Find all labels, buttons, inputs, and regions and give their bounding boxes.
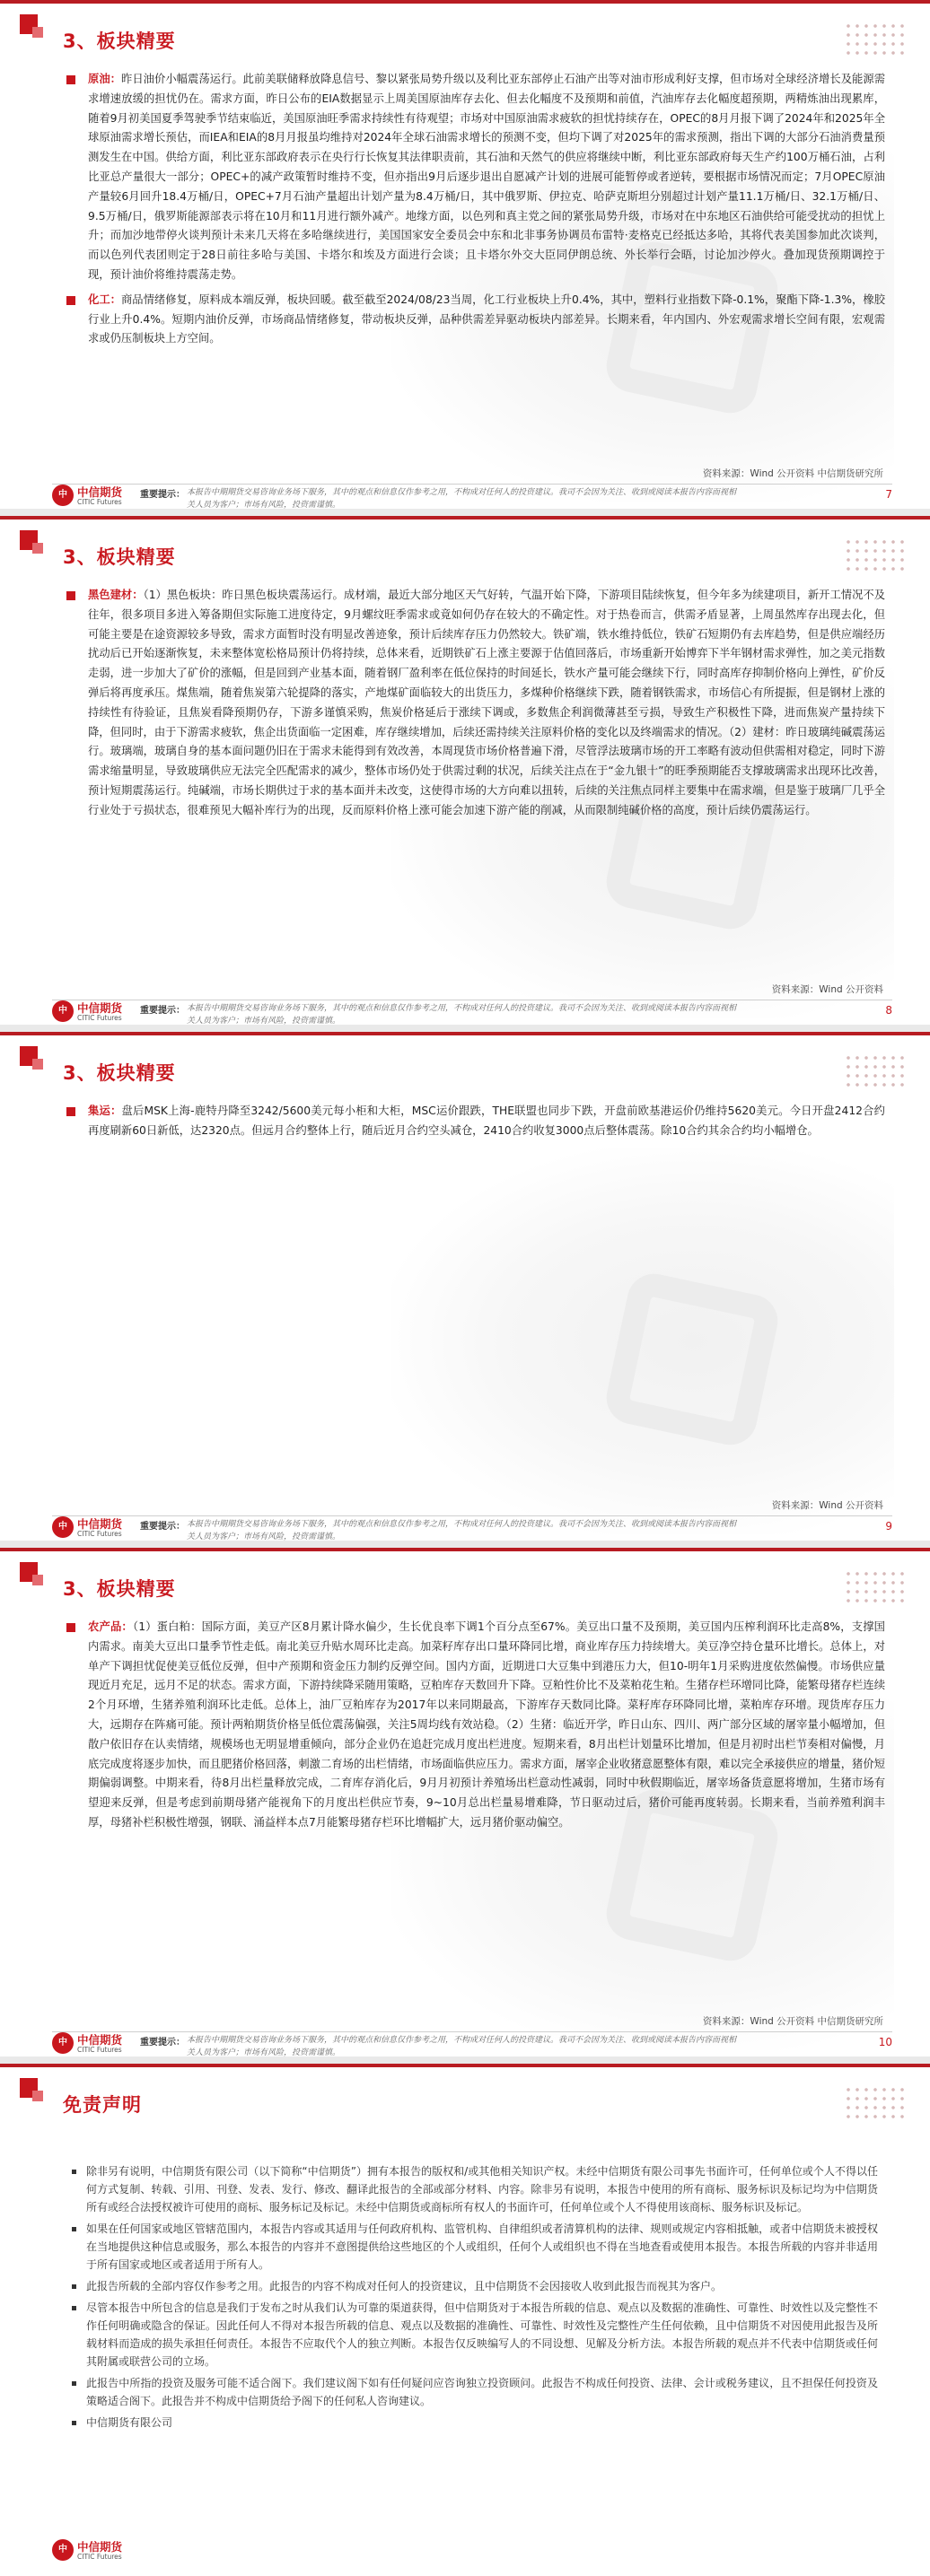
top-accent-bar [0,1032,930,1035]
slide-footer [52,1001,892,1025]
disclaimer-item: 除非另有说明，中信期货有限公司（以下简称“中信期货”）拥有本报告的版权和/或其他相关知识产权。未经中信期货有限公司事先书面许可，任何单位或个人不得以任何方式复制、转载、引用、刊登、发表、发行、修改、翻译此报告的全部或部分材料、内容。除非另有说明，本报告中使用的所有商标、服务标识及标记均为中信期货所有或经合法授权被许可使用的商标、服务标记及标记。未经中信期货或商标所有权人的书面许可，任何单位或个人不得使用该商标、服务标识及标记。 [72,2162,878,2216]
footer-divider [52,1515,892,1516]
paragraph-text: 商品情绪修复，原料成本端反弹，板块回暖。截至截至2024/08/23当周，化工行业板块上升0.4%，其中，塑料行业指数下降-0.1%，聚酯下降-1.3%，橡胶行业上升0.4%。短期内油价反弹，市场商品情绪修复，带动板块反弹，品种供需差异驱动板块内部差异。长期来看，年内国内、外宏观需求增长空间有限，宏观需求或仍压制板块上方空间。 [88,293,885,345]
citic-futures-logo: 中 中信期货 CITIC Futures [52,483,124,509]
data-source-note: 资料来源：Wind 公开资料 [771,984,883,995]
bullet-square-icon [66,591,75,600]
section-marker [20,1046,38,1066]
section-marker [20,2078,38,2098]
important-notice-label: 重要提示： [140,1006,185,1016]
page-number: 9 [885,1520,892,1533]
top-accent-bar [0,2064,930,2067]
disclaimer-item: 如果在任何国家或地区管辖范围内，本报告内容或其适用与任何政府机构、监管机构、自律组织或者清算机构的法律、规则或规定内容相抵触，或者中信期货未被授权在当地提供这种信息或服务，那么本报告的内容并不意图提供给这些地区的个人或组织，任何个人或组织也不得在当地查看或使用本报告。本报告所载的内容并非适用于所有国家或地区或者适用于所有人。 [72,2220,878,2274]
data-source-note: 资料来源：Wind 公开资料 中信期货研究所 [702,2016,883,2027]
important-notice-text: 本报告中期期货交易咨询业务场下服务，其中的观点和信息仅作参考之用，不构成对任何人的投资建议。我司不会因为关注、收到或阅读本报告内容而视相关人员为客户；市场有风险，投资需谨慎。 [187,1520,737,1541]
slide-content [65,1102,885,1141]
disclaimer-item: 此报告所载的全部内容仅作参考之用。此报告的内容不构成对任何人的投资建议，且中信期货不会因接收人收到此报告而视其为客户。 [72,2277,878,2295]
bullet-square-icon [66,1623,75,1632]
logo-emblem-icon: 中 [52,2539,74,2561]
disclaimer-item: 中信期货有限公司 [72,2414,878,2432]
keyword-label: 农产品： [88,1620,133,1633]
bullet-square-icon [66,75,75,84]
data-source-note: 资料来源：Wind 公开资料 中信期货研究所 [702,468,883,479]
page-number: 8 [885,1004,892,1017]
disclaimer-list [72,2162,878,2432]
slide-9 [0,1032,930,1541]
slide-disclaimer [0,2064,930,2576]
section-marker [20,1562,38,1582]
dot-pattern-decoration [844,22,905,57]
slide-content [65,586,885,821]
slide-content [65,70,885,349]
logo-emblem-icon: 中 [52,2032,74,2054]
dot-pattern-decoration [844,2085,905,2121]
important-notice-label: 重要提示： [140,2038,185,2048]
bullet-square-icon [72,2306,76,2310]
important-notice-label: 重要提示： [140,490,185,500]
bullet-square-icon [72,2227,76,2231]
background-watermark [391,1148,894,1534]
keyword-label: 原油： [88,73,122,85]
bullet-square-icon [66,1107,75,1116]
important-notice-label: 重要提示： [140,1522,185,1532]
slide-footer [52,1517,892,1541]
paragraph-crude-oil [65,70,885,285]
bullet-square-icon [66,296,75,305]
citic-futures-logo: 中 中信期货 CITIC Futures [52,1515,124,1541]
paragraph-text: （1）黑色板块：昨日黑色板块震荡运行。成材端，最近大部分地区天气好转，气温开始下降，下游项目陆续恢复，但今年多为续建项目，新开工情况不及往年，很多项目多进入筹备期但实际施工进度待定，9月螺纹旺季需求或竟如何仍存在较大的不确定性。对于热卷而言，供需矛盾显著，上周虽然库存出现去化，但可能主要是在途资源较多导致，需求方面暂时没有明显改善迹象，预计后续库存压力仍然较大。铁矿端，铁水维持低位，铁矿石短期仍有去库趋势，但是供应端经历扰动后已开始逐渐恢复，未来整体宽松格局预计仍将持续，总体来看，近期铁矿石上涨主要源于估值回落后，市场重新开始博弈下半年钢材需求弹性，加之美元指数走弱，进一步加大了矿价的涨幅，但是回到产业基本面，随着钢厂盈利率在低位保持的时间延长，铁水产量可能会继续下行，同时高库存抑制价格向上弹性，矿价反弹后将再度承压。煤焦端，随着焦炭第六轮提降的落实，产地煤矿面临较大的出货压力，多煤种价格继续下跌，随着钢铁需求，市场信心有所提振，但是钢材上涨的持续性有待验证，且焦炭看降预期仍存，下游多谨慎采购，焦炭价格延后于涨续下调或，多数焦企利润微薄甚至亏损，导致生产积极性下降，进而焦炭产量持续下降，但同时，由于下游需求疲软，焦企出货面临一定困难，库存继续增加，后续还需持续关注原料价格的变化以及终端需求的情况。（2）建材：昨日玻璃纯碱震荡运行。玻璃端，玻璃自身的基本面问题仍旧在于需求未能得到有效改善，本周现货市场价格普遍下滑，尽管浮法玻璃市场的开工率略有波动但供需相对稳定，同时下游需求缩量明显，导致玻璃供应无法完全匹配需求的减少，整体市场仍处于供需过剩的状况，后续关注点在于“金九银十”的旺季预期能否支撑玻璃需求出现环比改善，预计短期震荡运行。纯碱端，市场长期供过于求的基本面并未改变，这使得市场的大方向难以扭转，后续的关注焦点同样主要集中在需求端，但是鉴于玻璃厂几乎全行业处于亏损状态，很难预见大幅补库行为的出现，反而原料价格上涨可能会加速下游产能的削减，从而限制纯碱价格的高度，预计后续仍震荡运行。 [88,589,885,816]
logo-emblem-icon: 中 [52,1516,74,1538]
paragraph-text: 昨日油价小幅震荡运行。此前美联储释放降息信号、黎以紧张局势升级以及利比亚东部停止石油产出等对油市形成利好支撑，但市场对全球经济增长及能源需求增速放缓的担忧仍在。需求方面，昨日公布的EIA数据显示上周美国原油库存去化、但去化幅度不及预期和前值，汽油库存去化幅度超预期，两精炼油出现累库，随着9月初美国夏季驾驶季节结束临近，美国原油旺季需求持续性有待观望；市场对中国原油需求疲软的担忧持续存在，OPEC的8月月报下调了2024年和2025年全球原油需求增长预估，而IEA和EIA的8月月报虽均维持对2024年全球石油需求增长的预测不变，但均下调了对2025年的需求预测，指出下调的大部分石油消费量预测发生在中国。供给方面，利比亚东部政府表示在央行行长恢复其法律职责前，其石油和天然气的供应将继续中断，利比亚东部政府每天生产约100万桶石油，占利比亚总产量很大一部分；OPEC+的减产政策暂时维持不变，但亦指出9月后逐步退出自愿减产计划的进展可能暂停或者逆转，要根据市场情况而定；7月OPEC原油产量较6月回升18.4万桶/日，OPEC+7月石油产量超出计划产量为8.4万桶/日，其中俄罗斯、伊拉克、哈萨克斯坦分别超过计划产量11.1万桶/日、32.1万桶/日、9.5万桶/日，俄罗斯能源部表示将在10月和11月进行额外减产。地缘方面，以色列和真主党之间的紧张局势升级，市场对在中东地区石油供给可能受扰动的担忧上升；而加沙地带停火谈判预计未来几天将在多哈继续进行，美国国家安全委员会中东和北非事务协调员布雷特·麦格克已经抵达多哈，其将代表美国参加此次谈判，而以色列代表团则定于28日前往多哈与美国、卡塔尔和埃及方面进行会谈；且卡塔尔外交大臣同伊朗总统、外长举行会晤，讨论加沙停火。叠加现货预期调控于现，预计油价将维持震荡走势。 [88,73,885,281]
paragraph-text: 盘后MSK上海-鹿特丹降至3242/5600美元每小柜和大柜，MSC运价跟跌，THE联盟也同步下跌，开盘前欧基港运价仍维持5620美元。今日开盘2412合约再度刷新60日新低，达2320点。但远月合约整体上行，随后近月合约空头减仓，2410合约收复3000点后整体震荡。除10合约其余合约均小幅增仓。 [88,1105,885,1137]
section-marker [20,530,38,550]
dot-pattern-decoration [844,1569,905,1605]
important-notice-text: 本报告中期期货交易咨询业务场下服务，其中的观点和信息仅作参考之用，不构成对任何人的投资建议。我司不会因为关注、收到或阅读本报告内容而视相关人员为客户；市场有风险，投资需谨慎。 [187,2036,737,2056]
keyword-label: 化工： [88,293,121,306]
data-source-note: 资料来源：Wind 公开资料 [771,1500,883,1511]
important-notice-text: 本报告中期期货交易咨询业务场下服务，其中的观点和信息仅作参考之用，不构成对任何人的投资建议。我司不会因为关注、收到或阅读本报告内容而视相关人员为客户；市场有风险，投资需谨慎。 [187,1004,737,1025]
paragraph-ferrous-building-materials [65,586,885,821]
dot-pattern-decoration [844,1053,905,1089]
citic-futures-logo: 中 中信期货 CITIC Futures [52,2030,124,2056]
bullet-square-icon [72,2170,76,2174]
disclaimer-title: 免责声明 [63,2094,142,2116]
top-accent-bar [0,0,930,4]
citic-futures-logo: 中 中信期货 CITIC Futures [52,2537,124,2564]
paragraph-text: （1）蛋白粕：国际方面，美豆产区8月累计降水偏少，生长优良率下调1个百分点至67%。美豆出口量不及预期，美豆国内压榨利润环比走高8%，支撑国内需求。南美大豆出口量季节性走低。南北美豆升贴水周环比走高。加菜籽库存出口量环降同比增，商业库存压力持续增大。美豆净空持仓量环比增长。总体上，对单产下调担忧促使美豆低位反弹，但中产预期和资金压力制约反弹空间。国内方面，近期进口大豆集中到港压力大，但10-明年1月采购进度依然偏慢。市场供应量现近月充足，远月不足的状态。需求方面，下游持续降采随用策略，豆粕库存天数回升下降。豆粕性价比不及菜粕花生粕。生猪存栏环增同比降，能繁母猪存栏连续2个月环增，生猪养殖利润环比走低。总体上，油厂豆粕库存为2017年以来同期最高，下游库存天数同比降。菜籽库存环降同比增，菜粕库存环增。现货库存压力大，远期存在阵痛可能。预计两粕期货价格呈低位震荡偏强，关注5周均线有效站稳。（2）生猪：临近开学，昨日山东、四川、两广部分区域的屠宰量小幅增加，但散户依旧存在认卖情绪，规模场也无明显增重倾向，部分企业仍在追赶完成月度出栏进度。短期来看，8月出栏计划量环比增加，但是月初时出栏节奏相对偏慢，月底完成度将逐步加快，而且肥猪价格回落，刺激二育场的出栏情绪，市场面临供应压力。需求方面，屠宰企业收猪意愿整体有限，难以完全承接供应的增量，猪价短期偏弱调整。中期来看，待8月出栏量释放完成，二育库存消化后，9月月初预计养殖场出栏意动性减弱，同时中秋假期临近，屠宰场备货意愿将增加，生猪市场有望迎来反弹，但是考虑到前期母猪产能视角下的月度出栏供应节奏，9~10月总出栏量易增难降，节日驱动过后，猪价可能再度转弱。长期来看，当前养殖利润丰厚，母猪补栏积极性增强，钢联、涌益样本点7月能繁母猪存栏环比增幅扩大，远月猪价驱动偏空。 [88,1620,885,1829]
paragraph-chemicals [65,291,885,349]
page-number: 7 [885,488,892,501]
logo-emblem-icon: 中 [52,485,74,506]
slide-footer [52,2033,892,2056]
slide-content [65,1618,885,1833]
section-title: 3、板块精要 [63,546,176,568]
section-title: 3、板块精要 [63,1062,176,1084]
logo-emblem-icon: 中 [52,1000,74,1022]
slide-8 [0,516,930,1025]
footer-divider [52,484,892,485]
bullet-square-icon [72,2284,76,2289]
section-marker [20,14,38,34]
bullet-square-icon [72,2381,76,2386]
keyword-label: 集运： [88,1105,122,1117]
slide-footer [52,485,892,509]
page-number: 10 [878,2036,892,2048]
keyword-label: 黑色建材： [88,589,144,601]
bullet-square-icon [72,2421,76,2425]
section-title: 3、板块精要 [63,31,176,52]
top-accent-bar [0,516,930,520]
section-title: 3、板块精要 [63,1578,176,1600]
disclaimer-item: 此报告中所指的投资及服务可能不适合阁下。我们建议阁下如有任何疑问应咨询独立投资顾问。此报告不构成任何投资、法律、会计或税务建议，且不担保任何投资及策略适合阁下。此报告并不构成中信期货给予阁下的任何私人咨询建议。 [72,2374,878,2410]
disclaimer-item: 尽管本报告中所包含的信息是我们于发布之时从我们认为可靠的渠道获得，但中信期货对于本报告所载的信息、观点以及数据的准确性、可靠性、时效性以及完整性不作任何明确或隐含的保证。因此任何人不得对本报告所载的信息、观点以及数据的准确性、可靠性、时效性及完整性产生任何依赖，且中信期货不对因使用此报告及所载材料而造成的损失承担任何责任。本报告不应取代个人的独立判断。本报告仅反映编写人的不同设想、见解及分析方法。本报告所载的观点并不代表中信期货或任何其附属或联营公司的立场。 [72,2299,878,2371]
citic-futures-logo: 中 中信期货 CITIC Futures [52,999,124,1025]
dot-pattern-decoration [844,537,905,573]
slide-10 [0,1548,930,2056]
footer-divider [52,2031,892,2032]
slide-7 [0,0,930,509]
paragraph-agriculture [65,1618,885,1833]
top-accent-bar [0,1548,930,1551]
paragraph-container-shipping [65,1102,885,1141]
important-notice-text: 本报告中期期货交易咨询业务场下服务，其中的观点和信息仅作参考之用，不构成对任何人的投资建议。我司不会因为关注、收到或阅读本报告内容而视相关人员为客户；市场有风险，投资需谨慎。 [187,488,737,509]
